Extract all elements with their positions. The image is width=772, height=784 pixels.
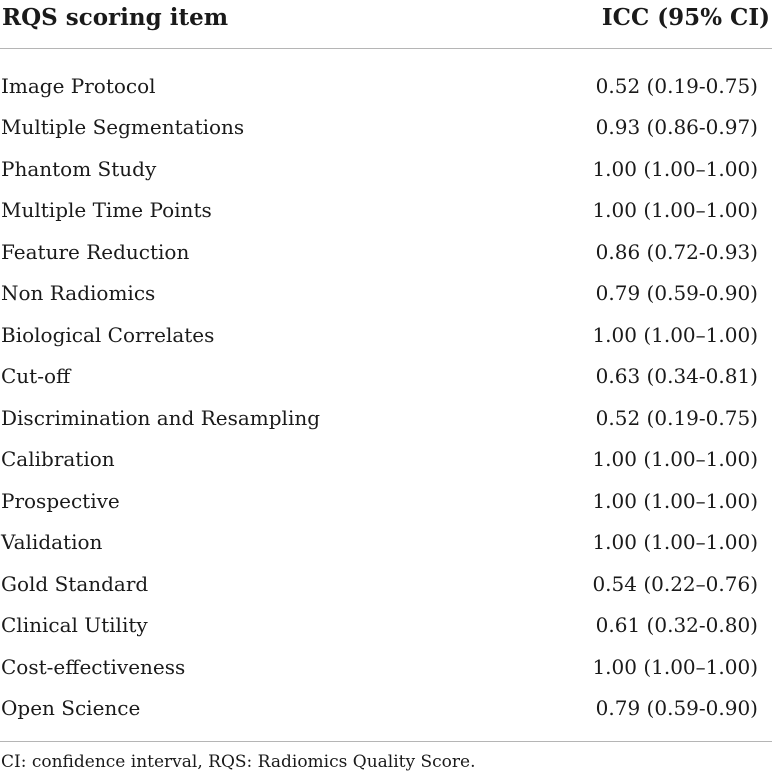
row-item: Biological Correlates bbox=[1, 322, 215, 347]
row-item: Discrimination and Resampling bbox=[1, 405, 321, 430]
table-row bbox=[0, 148, 772, 190]
row-icc: 1.00 (1.00–1.00) bbox=[592, 654, 758, 679]
row-icc: 0.52 (0.19-0.75) bbox=[595, 73, 758, 98]
row-item: Gold Standard bbox=[1, 571, 149, 596]
row-item: Feature Reduction bbox=[1, 239, 190, 264]
row-item: Clinical Utility bbox=[1, 613, 148, 638]
row-icc: 1.00 (1.00–1.00) bbox=[592, 156, 758, 181]
row-item: Multiple Time Points bbox=[1, 198, 212, 223]
row-icc: 1.00 (1.00–1.00) bbox=[592, 530, 758, 555]
row-item: Cost-effectiveness bbox=[1, 654, 186, 679]
table-row bbox=[0, 646, 772, 688]
table-row bbox=[0, 314, 772, 356]
table-row bbox=[0, 439, 772, 481]
table-row bbox=[0, 605, 772, 647]
row-item: Phantom Study bbox=[1, 156, 157, 181]
table-row bbox=[0, 397, 772, 439]
table-body bbox=[0, 65, 772, 729]
row-icc: 0.54 (0.22–0.76) bbox=[592, 571, 758, 596]
row-icc: 1.00 (1.00–1.00) bbox=[592, 488, 758, 513]
row-item: Cut-off bbox=[1, 364, 71, 389]
row-icc: 0.79 (0.59-0.90) bbox=[595, 696, 758, 721]
row-icc: 1.00 (1.00–1.00) bbox=[592, 322, 758, 347]
header-divider bbox=[0, 48, 772, 49]
row-icc: 0.52 (0.19-0.75) bbox=[595, 405, 758, 430]
row-icc: 1.00 (1.00–1.00) bbox=[592, 447, 758, 472]
table-row bbox=[0, 107, 772, 149]
row-item: Prospective bbox=[1, 488, 120, 513]
row-icc: 0.93 (0.86-0.97) bbox=[595, 115, 758, 140]
table-row bbox=[0, 273, 772, 315]
table-row bbox=[0, 563, 772, 605]
row-icc: 0.61 (0.32-0.80) bbox=[595, 613, 758, 638]
table-row bbox=[0, 65, 772, 107]
header-icc: ICC (95% CI) bbox=[601, 3, 770, 31]
table-header bbox=[0, 0, 772, 34]
table-footnote: CI: confidence interval, RQS: Radiomics Quality Score. bbox=[1, 752, 476, 772]
row-item: Calibration bbox=[1, 447, 115, 472]
table-row bbox=[0, 480, 772, 522]
table-row bbox=[0, 522, 772, 564]
row-item: Non Radiomics bbox=[1, 281, 156, 306]
table-row bbox=[0, 231, 772, 273]
footer-divider bbox=[0, 741, 772, 742]
row-item: Multiple Segmentations bbox=[1, 115, 245, 140]
row-icc: 0.86 (0.72-0.93) bbox=[595, 239, 758, 264]
row-icc: 1.00 (1.00–1.00) bbox=[592, 198, 758, 223]
row-item: Open Science bbox=[1, 696, 141, 721]
row-icc: 0.79 (0.59-0.90) bbox=[595, 281, 758, 306]
table-row bbox=[0, 688, 772, 730]
row-item: Validation bbox=[1, 530, 103, 555]
table-row bbox=[0, 356, 772, 398]
header-rqs-scoring-item: RQS scoring item bbox=[2, 3, 229, 31]
table-row bbox=[0, 190, 772, 232]
row-icc: 0.63 (0.34-0.81) bbox=[595, 364, 758, 389]
row-item: Image Protocol bbox=[1, 73, 156, 98]
